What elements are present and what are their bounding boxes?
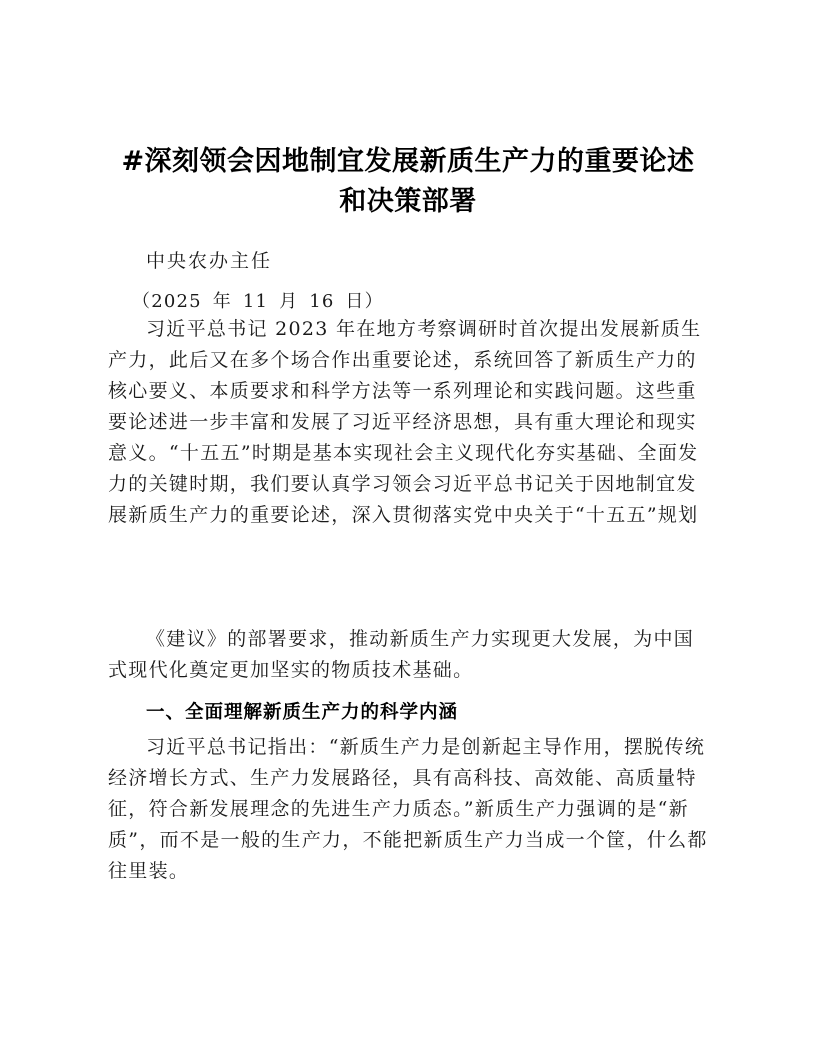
body-block-3	[108, 732, 712, 887]
paragraph-2: 《建议》的部署要求，推动新质生产力实现更大发展，为中国式现代化奠定更加坚实的物质技术基础。	[108, 628, 695, 681]
section-heading: 一、全面理解新质生产力的科学内涵	[146, 702, 459, 723]
title-line-2: 和决策部署	[339, 186, 477, 217]
body-block-2	[108, 624, 712, 686]
date-line: （2025 年 11 月 16 日）	[132, 291, 384, 312]
title-line-1: #深刻领会因地制宜发展新质生产力的重要论述	[121, 146, 695, 177]
author-line: 中央农办主任	[146, 250, 273, 272]
paragraph-3: 习近平总书记指出：“新质生产力是创新起主导作用，摆脱传统经济增长方式、生产力发展路径，具有高科技、高效能、高质量特征，符合新发展理念的先进生产力质态。”新质生产力强调的是“新质”，而不是一般的生产力，不能把新质生产力当成一个筐，什么都往里装。	[108, 736, 708, 882]
body-block-1	[108, 314, 712, 531]
paragraph-1: 习近平总书记 2023 年在地方考察调研时首次提出发展新质生产力，此后又在多个场合作出重要论述，系统回答了新质生产力的核心要义、本质要求和科学方法等一系列理论和实践问题。这些重要论述进一步丰富和发展了习近平经济思想，具有重大理论和现实意义。“十五五”时期是基本实现社会主义现代化夯实基础、全面发力的关键时期，我们要认真学习领会习近平总书记关于因地制宜发展新质生产力的重要论述，深入贯彻落实党中央关于“十五五”规划	[108, 318, 702, 526]
document-title	[100, 142, 716, 222]
